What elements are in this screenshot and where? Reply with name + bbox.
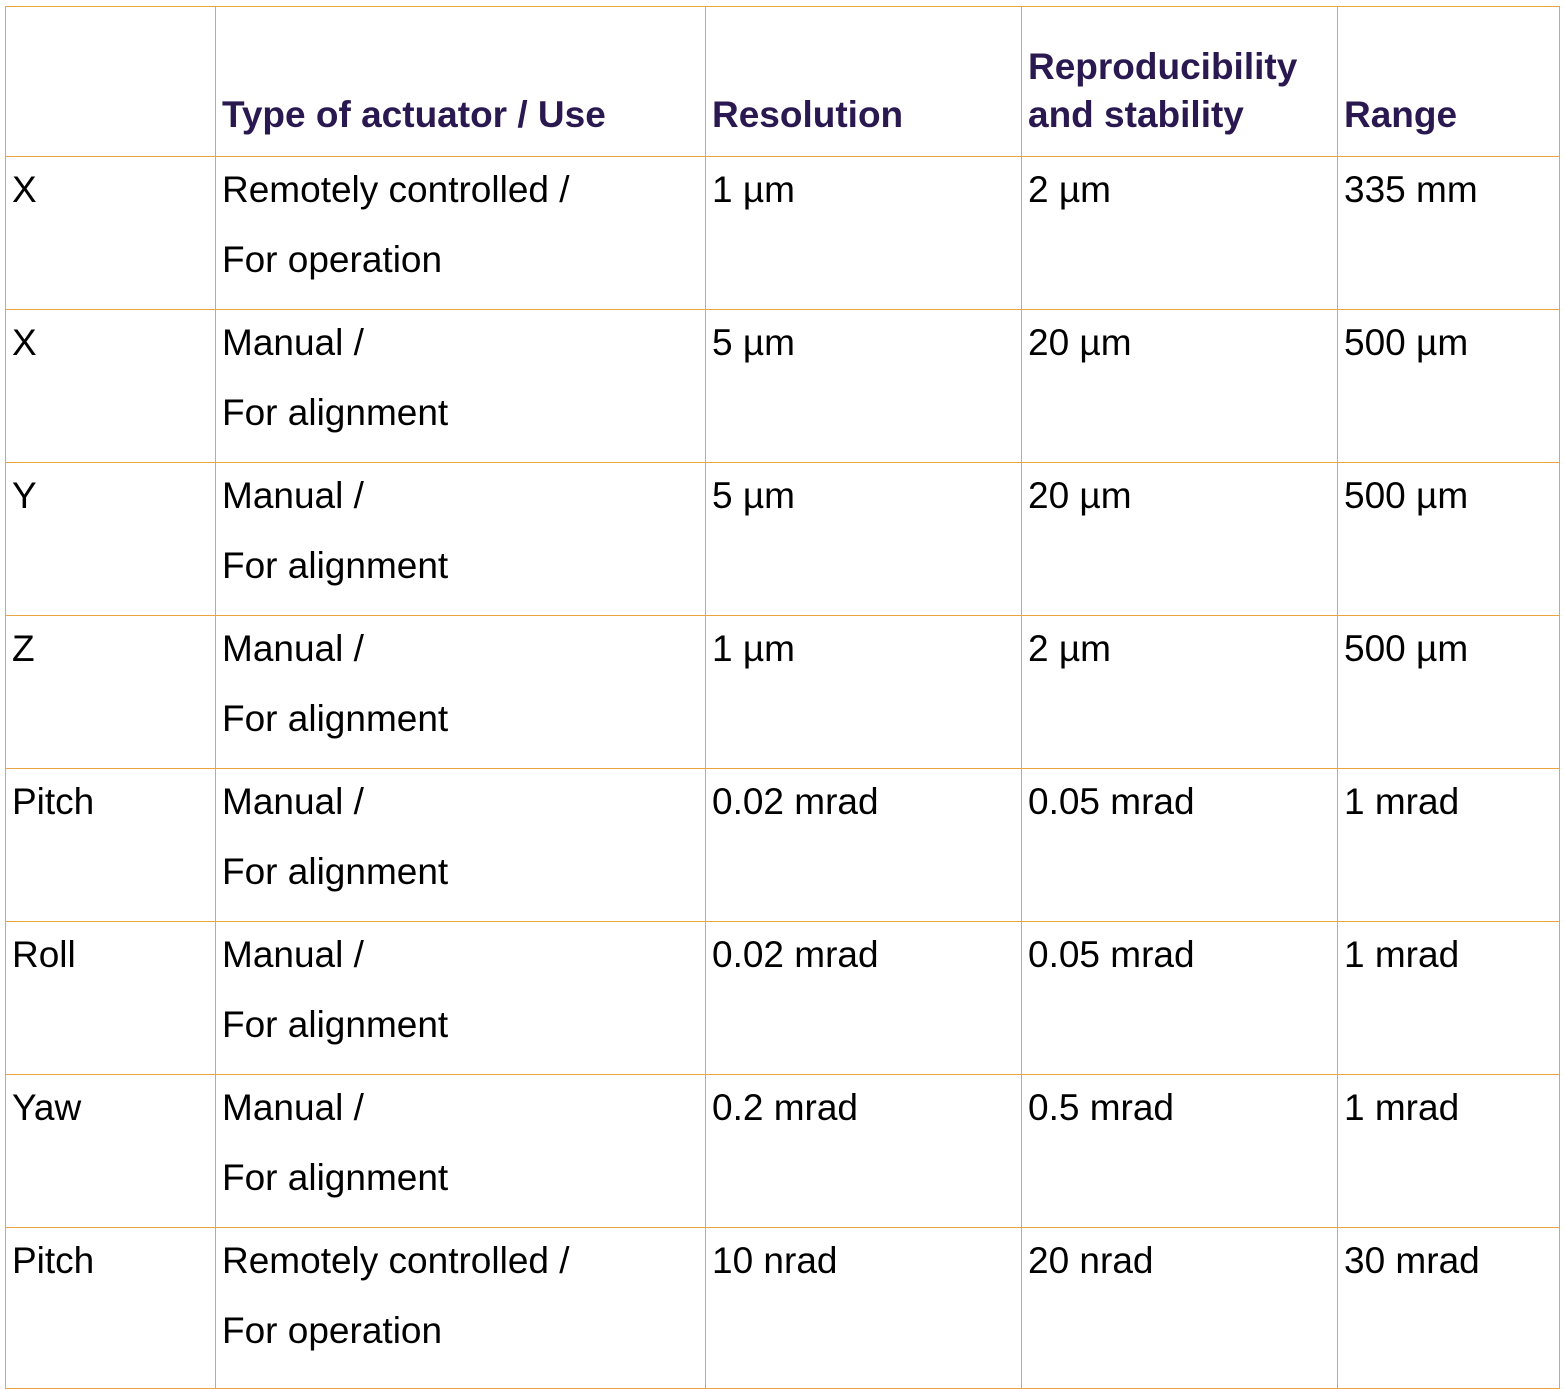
resolution-cell (706, 922, 1022, 1075)
resolution-resolution-text: 0.02 mrad (712, 781, 879, 822)
type-use-cell (216, 922, 706, 1075)
reproducibility-repro-text: 0.05 mrad (1028, 934, 1195, 975)
range-range-text: 500 µm (1344, 322, 1469, 363)
reproducibility-cell (1022, 1075, 1338, 1228)
reproducibility-cell (1022, 157, 1338, 310)
type-use-type-text: Manual / (222, 781, 364, 822)
type-use-type-text: Manual / (222, 1087, 364, 1128)
axis-cell (6, 310, 216, 463)
resolution-resolution-text: 5 µm (712, 475, 795, 516)
type-use-type-text: Manual / (222, 934, 364, 975)
axis-axis-text: Pitch (12, 781, 95, 822)
reproducibility-repro-text: 20 µm (1028, 322, 1132, 363)
type-use-type-text: Manual / (222, 322, 364, 363)
axis-axis-text: Yaw (12, 1087, 82, 1128)
header-row (6, 7, 1560, 157)
type-use-use-text: For alignment (222, 392, 449, 433)
reproducibility-cell (1022, 922, 1338, 1075)
actuator-spec-table (5, 6, 1560, 1389)
range-cell (1338, 310, 1560, 463)
resolution-cell (706, 157, 1022, 310)
type-use-cell (216, 769, 706, 922)
range-range-text: 335 mm (1344, 169, 1478, 210)
resolution-resolution-text: 1 µm (712, 628, 795, 669)
type-use-cell (216, 1228, 706, 1389)
axis-cell (6, 463, 216, 616)
table-row (6, 310, 1560, 463)
reproducibility-repro-text: 2 µm (1028, 628, 1111, 669)
axis-cell (6, 616, 216, 769)
resolution-cell (706, 1075, 1022, 1228)
type-use-use-text: For alignment (222, 545, 449, 586)
resolution-resolution-text: 1 µm (712, 169, 795, 210)
range-cell (1338, 769, 1560, 922)
header-resolution: Resolution (706, 7, 1022, 157)
type-use-cell (216, 310, 706, 463)
range-cell (1338, 463, 1560, 616)
reproducibility-repro-text: 0.5 mrad (1028, 1087, 1175, 1128)
axis-axis-text: Pitch (12, 1240, 95, 1281)
type-use-type-text: Remotely controlled / (222, 1240, 570, 1281)
type-use-use-text: For operation (222, 239, 443, 280)
resolution-cell (706, 463, 1022, 616)
range-cell (1338, 157, 1560, 310)
axis-axis-text: X (12, 169, 37, 210)
type-use-cell (216, 157, 706, 310)
table-row (6, 616, 1560, 769)
type-use-use-text: For operation (222, 1310, 443, 1351)
resolution-cell (706, 769, 1022, 922)
axis-cell (6, 1075, 216, 1228)
reproducibility-repro-text: 20 µm (1028, 475, 1132, 516)
axis-axis-text: Z (12, 628, 35, 669)
range-range-text: 30 mrad (1344, 1240, 1480, 1281)
type-use-type-text: Manual / (222, 475, 364, 516)
axis-axis-text: Y (12, 475, 37, 516)
range-range-text: 500 µm (1344, 628, 1469, 669)
range-range-text: 1 mrad (1344, 934, 1460, 975)
reproducibility-cell (1022, 1228, 1338, 1389)
type-use-type-text: Remotely controlled / (222, 169, 570, 210)
table-row (6, 1228, 1560, 1389)
axis-cell (6, 922, 216, 1075)
reproducibility-repro-text: 2 µm (1028, 169, 1111, 210)
reproducibility-repro-text: 0.05 mrad (1028, 781, 1195, 822)
table-row (6, 157, 1560, 310)
range-range-text: 1 mrad (1344, 1087, 1460, 1128)
resolution-resolution-text: 0.2 mrad (712, 1087, 859, 1128)
type-use-cell (216, 463, 706, 616)
header-range: Range (1338, 7, 1560, 157)
axis-cell (6, 157, 216, 310)
table-row (6, 922, 1560, 1075)
type-use-use-text: For alignment (222, 1004, 449, 1045)
resolution-resolution-text: 0.02 mrad (712, 934, 879, 975)
resolution-cell (706, 310, 1022, 463)
resolution-cell (706, 1228, 1022, 1389)
range-cell (1338, 616, 1560, 769)
header-axis (6, 7, 216, 157)
table-row (6, 769, 1560, 922)
reproducibility-cell (1022, 769, 1338, 922)
resolution-cell (706, 616, 1022, 769)
axis-cell (6, 1228, 216, 1389)
range-cell (1338, 1228, 1560, 1389)
reproducibility-cell (1022, 616, 1338, 769)
type-use-type-text: Manual / (222, 628, 364, 669)
resolution-resolution-text: 10 nrad (712, 1240, 838, 1281)
reproducibility-cell (1022, 463, 1338, 616)
range-range-text: 1 mrad (1344, 781, 1460, 822)
range-range-text: 500 µm (1344, 475, 1469, 516)
axis-cell (6, 769, 216, 922)
type-use-cell (216, 616, 706, 769)
axis-axis-text: X (12, 322, 37, 363)
reproducibility-cell (1022, 310, 1338, 463)
range-cell (1338, 1075, 1560, 1228)
resolution-resolution-text: 5 µm (712, 322, 795, 363)
axis-axis-text: Roll (12, 934, 76, 975)
range-cell (1338, 922, 1560, 1075)
type-use-use-text: For alignment (222, 698, 449, 739)
header-reproducibility: Reproducibility and stability (1022, 7, 1338, 157)
type-use-use-text: For alignment (222, 851, 449, 892)
table-row (6, 1075, 1560, 1228)
reproducibility-repro-text: 20 nrad (1028, 1240, 1154, 1281)
type-use-use-text: For alignment (222, 1157, 449, 1198)
header-type: Type of actuator / Use (216, 7, 706, 157)
type-use-cell (216, 1075, 706, 1228)
table-row (6, 463, 1560, 616)
